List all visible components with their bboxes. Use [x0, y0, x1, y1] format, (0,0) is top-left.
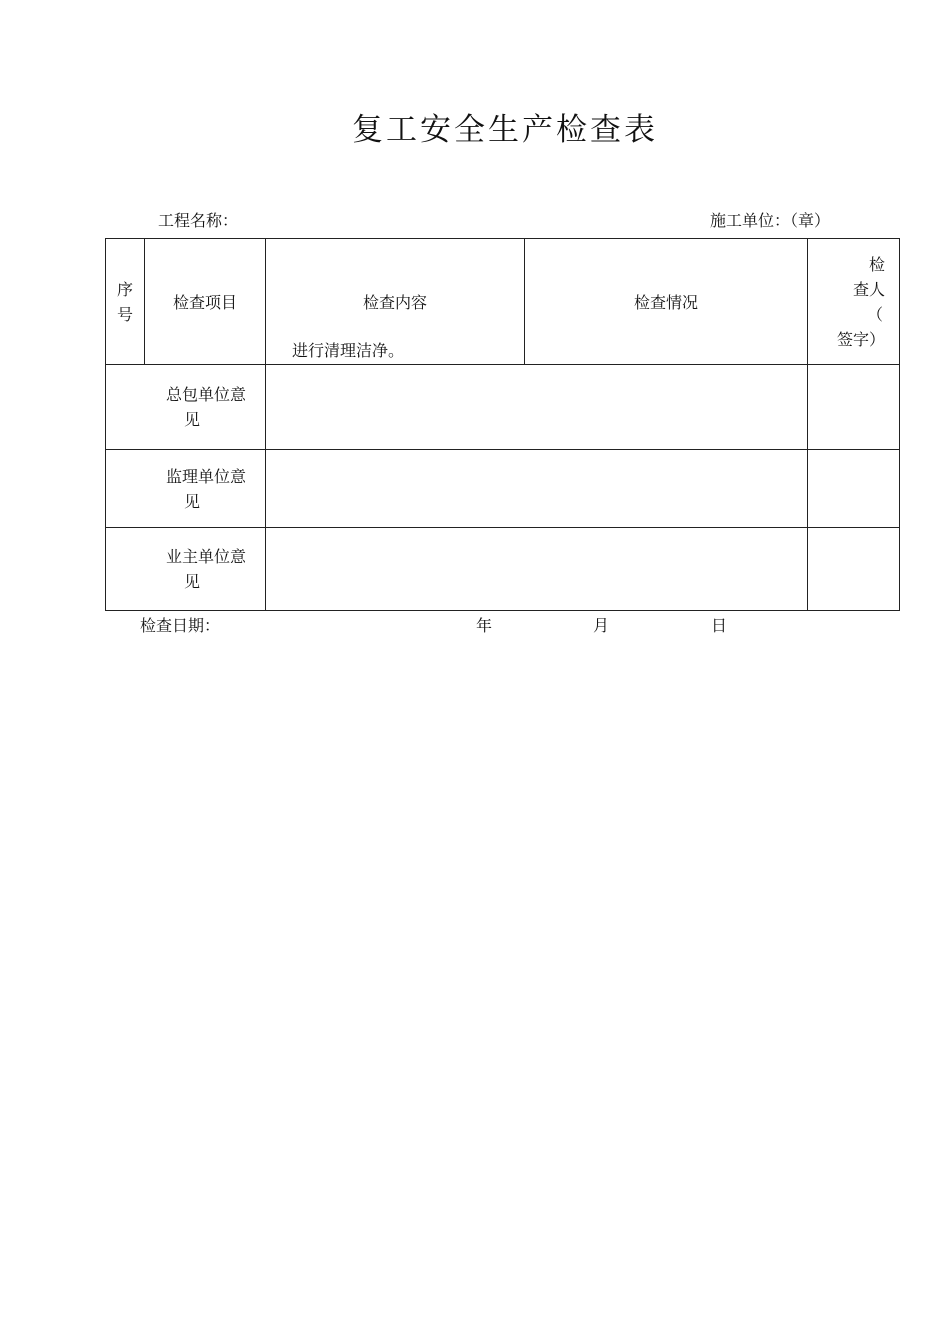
header-seq-line1: 序 [116, 279, 133, 299]
construction-unit-label: 施工单位：（章） [710, 211, 831, 230]
opinion-signature-field[interactable] [808, 528, 900, 611]
date-month-label: 月 [593, 616, 610, 635]
date-day-label: 日 [711, 616, 728, 635]
table-header-row [106, 239, 900, 365]
page-title: 复工安全生产检查表 [352, 112, 658, 148]
header-situation: 检查情况 [525, 239, 808, 365]
header-item: 检查项目 [145, 239, 266, 365]
opinion-row-general-contractor [106, 365, 900, 450]
opinion-label-line1: 总包单位意 [166, 385, 247, 404]
opinion-label-line2: 见 [184, 491, 201, 511]
header-inspector-line1: 检 [868, 254, 885, 274]
opinion-content-field[interactable] [266, 450, 808, 528]
header-seq [106, 239, 145, 365]
opinion-label [106, 450, 266, 528]
content-text: 进行清理洁净。 [292, 341, 405, 360]
header-inspector-line3: （ [866, 304, 883, 324]
opinion-label-line1: 业主单位意 [166, 547, 247, 566]
inspection-date-label: 检查日期： [140, 616, 221, 635]
opinion-label-line2: 见 [184, 410, 201, 429]
header-content-label: 检查内容 [362, 293, 427, 312]
opinion-row-owner [106, 528, 900, 611]
opinion-label [106, 365, 266, 450]
header-inspector [808, 239, 900, 365]
inspection-table [105, 238, 900, 611]
opinion-label [106, 528, 266, 611]
opinion-signature-field[interactable] [808, 450, 900, 528]
opinion-content-field[interactable] [266, 528, 808, 611]
project-name-label: 工程名称： [158, 211, 239, 230]
opinion-signature-field[interactable] [808, 365, 900, 450]
opinion-row-supervisor [106, 450, 900, 528]
header-content [266, 239, 525, 365]
opinion-content-field[interactable] [266, 365, 808, 450]
header-seq-line2: 号 [116, 304, 133, 324]
opinion-label-line1: 监理单位意 [166, 466, 247, 486]
header-inspector-line4: 签字） [836, 329, 885, 349]
opinion-label-line2: 见 [184, 572, 201, 591]
date-year-label: 年 [476, 616, 493, 635]
header-inspector-line2: 查人 [852, 279, 885, 299]
